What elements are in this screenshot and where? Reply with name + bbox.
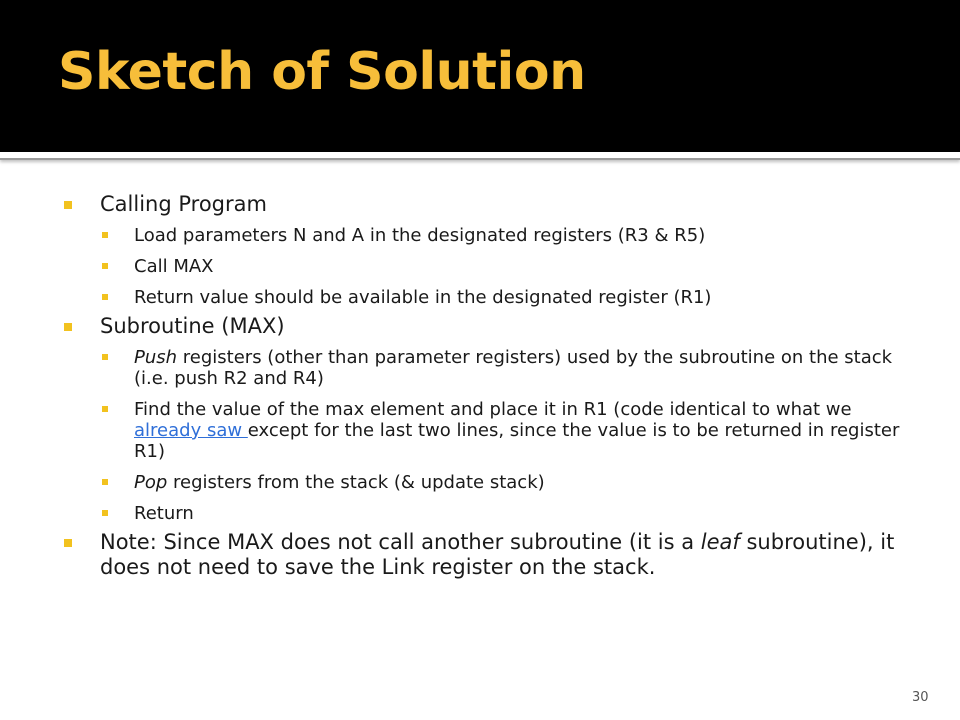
sub-bullet-find: [102, 399, 914, 462]
bullet-square-icon: [64, 323, 72, 331]
note-text: Note: Since MAX does not call another subroutine (it is a: [100, 530, 701, 554]
bullet-square-icon: [102, 406, 108, 412]
bullet-square-icon: [102, 232, 108, 238]
sub-bullet-text: registers (other than parameter registers) used by the subroutine on the stack (i.e. push R2 and R4): [134, 347, 893, 389]
note-text: subroutine), it does not need to save the Link register on the stack.: [100, 530, 895, 579]
title-divider: [0, 152, 960, 160]
pop-emphasis: Pop: [134, 472, 168, 493]
leaf-emphasis: leaf: [700, 530, 740, 554]
bullet-square-icon: [102, 354, 108, 360]
bullet-square-icon: [102, 263, 108, 269]
sub-bullet-text: except for the last two lines, since the value is to be returned in register R1): [134, 420, 900, 462]
sub-bullet-text: Load parameters N and A in the designated registers (R3 & R5): [134, 225, 706, 246]
sub-bullet-push: [102, 347, 914, 389]
sub-bullet-text: Find the value of the max element and place it in R1 (code identical to what we: [134, 399, 852, 420]
bullet-text: Calling Program: [100, 192, 267, 216]
slide-content: [64, 192, 914, 586]
sub-bullet-text: Return value should be available in the designated register (R1): [134, 287, 712, 308]
slide-title: Sketch of Solution: [58, 42, 586, 102]
sub-bullet: [102, 256, 914, 277]
sub-bullet-pop: [102, 472, 914, 493]
sub-bullet-return: [102, 503, 914, 524]
bullet-subroutine: [64, 314, 914, 339]
sub-bullet-text: registers from the stack (& update stack): [167, 472, 545, 493]
bullet-square-icon: [64, 201, 72, 209]
bullet-calling-program: [64, 192, 914, 217]
bullet-square-icon: [102, 510, 108, 516]
bullet-square-icon: [102, 479, 108, 485]
bullet-square-icon: [102, 294, 108, 300]
bullet-square-icon: [64, 539, 72, 547]
sub-bullet: [102, 287, 914, 308]
sub-bullet: [102, 225, 914, 246]
subroutine-sublist: [64, 347, 914, 524]
sub-bullet-text: Return: [134, 503, 194, 524]
bullet-note: [64, 530, 914, 580]
calling-program-sublist: [64, 225, 914, 308]
push-emphasis: Push: [134, 347, 178, 368]
page-number: 30: [912, 690, 929, 705]
sub-bullet-text: Call MAX: [134, 256, 214, 277]
bullet-text: Subroutine (MAX): [100, 314, 285, 338]
already-saw-link[interactable]: already saw: [134, 420, 248, 441]
